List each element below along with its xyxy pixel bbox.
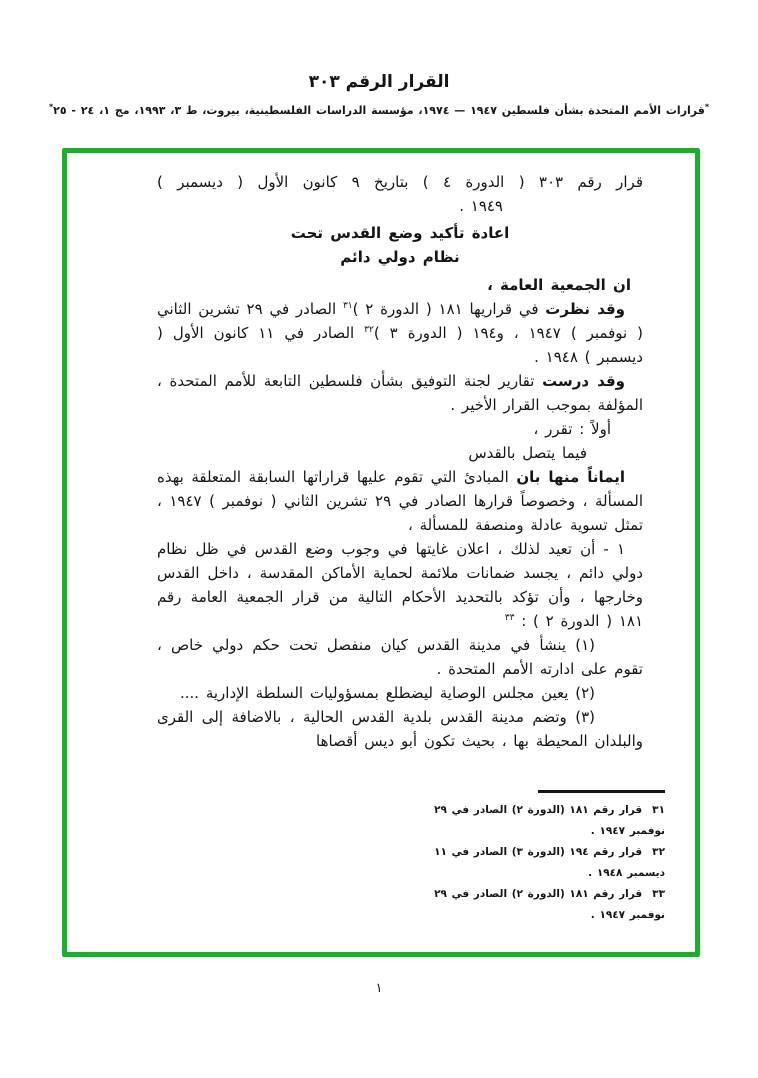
paragraph-belief-text: المبادئ التي تقوم عليها قراراتها السابقة المتعلقة بهذه المسألة ، وخصوصاً قرارها الصادر في ٢٩ تشرين الثاني ( نوفمبر ) ١٩٤٧ ، تمثل تسوية عادلة ومنصفة للمسألة ،	[157, 468, 643, 534]
resolution-heading-line2: ١٩٤٩ .	[459, 197, 503, 215]
footnote-32-number: ٣٢	[652, 846, 665, 858]
paragraph-sub3: (٣) وتضم مدينة القدس بلدية القدس الحالية ، بالاضافة إلى القرى والبلدان المحيطة بها ، بحيث تكون أبو ديس أقصاها	[157, 708, 643, 750]
footnote-32-text: قرار رقم ١٩٤ (الدورة ٣) الصادر في ١١ ديسمبر ١٩٤٨ .	[434, 846, 665, 879]
footnote-33-number: ٣٣	[652, 888, 665, 900]
page-title: القرار الرقم ٣٠٣	[308, 72, 450, 92]
paragraph-considered-text2: الصادر في ٢٩ تشرين الثاني ( نوفمبر ) ١٩٤٧ ، و١٩٤ ( الدورة ٣ )	[157, 300, 644, 342]
source-citation	[18, 104, 740, 117]
paragraph-considered-text3: الصادر في ١١ كانون الأول ( ديسمبر ) ١٩٤٨ .	[157, 324, 643, 366]
page-number: ١	[375, 981, 383, 996]
paragraph-studied-lead: وقد درست	[542, 372, 625, 390]
paragraph-sub1: (١) ينشأ في مدينة القدس كيان منفصل تحت حكم دولي خاص ، تقوم على ادارته الأمم المتحدة .	[157, 636, 643, 678]
paragraph-considered-text1: في قراريها ١٨١ ( الدورة ٢ )	[352, 300, 546, 318]
paragraph-item1-text: ١ - أن تعيد لذلك ، اعلان غايتها في وجوب وضع القدس في ظل نظام دولي دائم ، يجسد ضمانات ملائمة لحماية الأماكن المقدسة ، داخل القدس وخارجها ، وأن تؤكد بالتحديد الأحكام التالية من قرار الجمعية العامة رقم ١٨١ ( الدورة ٢ ) :	[157, 540, 643, 630]
resolution-body	[157, 170, 643, 753]
resolution-subject	[157, 221, 643, 269]
paragraph-studied-text: تقارير لجنة التوفيق بشأن فلسطين التابعة للأمم المتحدة ، المؤلفة بموجب القرار الأخير .	[157, 372, 643, 414]
paragraph-sub2: (٢) يعين مجلس الوصاية ليضطلع بمسؤوليات السلطة الإدارية ....	[180, 684, 595, 702]
paragraph-item1	[157, 537, 643, 633]
citation-text: قرارات الأمم المتحدة بشأن فلسطين ١٩٤٧ — ١٩٧٤، مؤسسة الدراسات الفلسطينية، بيروت، ط ٣، ١٩٩٣، مج ١، ٢٤ - ٢٥	[53, 104, 705, 117]
resolution-heading-line1: قرار رقم ٣٠٣ ( الدورة ٤ ) بتاريخ ٩ كانون الأول ( ديسمبر )	[157, 173, 644, 191]
paragraph-studied	[157, 369, 643, 417]
paragraph-belief	[157, 465, 643, 537]
footnote-ref-33: ٣٣	[504, 613, 515, 623]
firstly-line: أولاً : تقرر ،	[533, 420, 611, 438]
footnotes-block	[405, 790, 665, 926]
footnote-31-text: قرار رقم ١٨١ (الدورة ٢) الصادر في ٢٩ نوفمبر ١٩٤٧ .	[434, 804, 665, 837]
resolution-heading	[157, 170, 643, 218]
footnote-ref-31: ٣١	[342, 301, 353, 311]
citation-mark-end: *	[48, 102, 54, 112]
paragraph-belief-lead: ايماناً منها بان	[516, 468, 625, 486]
paragraph-considered	[157, 297, 643, 369]
footnote-33	[405, 884, 665, 926]
resolution-subject-line2: نظام دولي دائم	[340, 248, 460, 266]
highlight-box	[62, 148, 700, 957]
footnote-33-text: قرار رقم ١٨١ (الدورة ٢) الصادر في ٢٩ نوفمبر ١٩٤٧ .	[434, 888, 665, 921]
regarding-line: فيما يتصل بالقدس	[468, 444, 587, 462]
footnote-ref-32: ٣٢	[364, 325, 374, 335]
paragraph-considered-lead: وقد نظرت	[545, 300, 626, 318]
citation-mark-start: *	[704, 102, 710, 112]
resolution-subject-line1: اعادة تأكيد وضع القدس تحت	[290, 224, 510, 242]
footnote-32	[405, 842, 665, 884]
footnote-31	[405, 800, 665, 842]
assembly-opening: ان الجمعية العامة ،	[487, 276, 631, 294]
footnote-separator	[538, 790, 665, 793]
footnote-31-number: ٣١	[652, 804, 665, 816]
